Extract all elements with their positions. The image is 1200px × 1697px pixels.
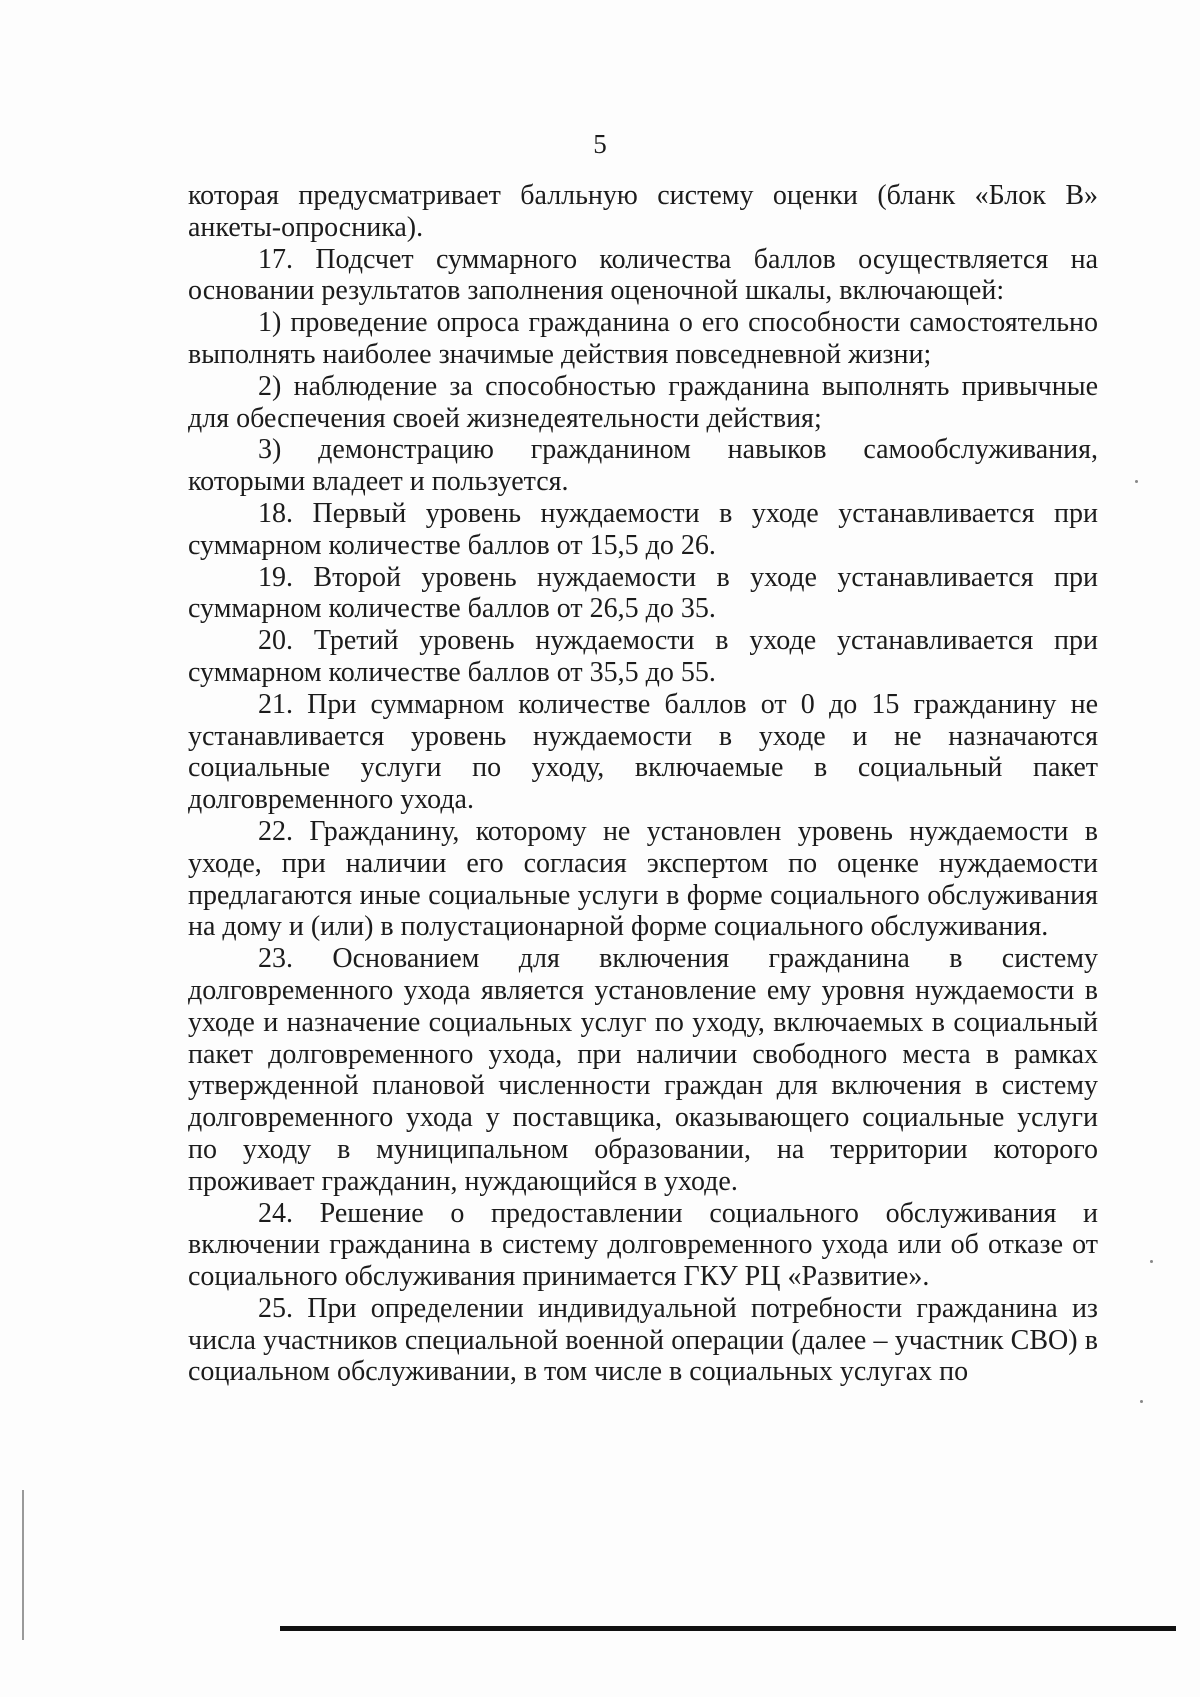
paragraph-20: 20. Третий уровень нуждаемости в уходе устанавливается при суммарном количестве баллов от 35,5 до 55. xyxy=(188,625,1098,688)
paragraph-25: 25. При определении индивидуальной потребности гражданина из числа участников специальной военной операции (далее – участник СВО) в социальном обслуживании, в том числе в социальных услугах по xyxy=(188,1292,1098,1388)
document-body xyxy=(188,180,1098,1388)
paragraph-17-item-2: 2) наблюдение за способностью гражданина выполнять привычные для обеспечения своей жизнедеятельности действия; xyxy=(188,370,1098,434)
scan-bottom-bar xyxy=(280,1626,1176,1631)
paragraph-22: 22. Гражданину, которому не установлен уровень нуждаемости в уходе, при наличии его согласия экспертом по оценке нуждаемости предлагаются иные социальные услуги в форме социального обслуживания на дому и (или) в полустационарной форме социального обслуживания. xyxy=(188,815,1098,943)
paragraph-18: 18. Первый уровень нуждаемости в уходе устанавливается при суммарном количестве баллов от 15,5 до 26. xyxy=(188,497,1098,561)
paragraph-23: 23. Основанием для включения гражданина в систему долговременного ухода является установление ему уровня нуждаемости в уходе и назначение социальных услуг по уходу, включаемых в социальный пакет долговременного ухода, при наличии свободного места в рамках утвержденной плановой численности граждан для включения в систему долговременного ухода у поставщика, оказывающего социальные услуги по уходу в муниципальном образовании, на территории которого проживает гражданин, нуждающийся в уходе. xyxy=(188,943,1098,1197)
paragraph-19: 19. Второй уровень нуждаемости в уходе устанавливается при суммарном количестве баллов от 26,5 до 35. xyxy=(188,561,1098,625)
scan-speck xyxy=(1150,1260,1153,1263)
scan-speck xyxy=(1140,1400,1143,1403)
paragraph-continuation: которая предусматривает балльную систему оценки (бланк «Блок В» анкеты-опросника). xyxy=(188,180,1098,243)
paragraph-17-item-3: 3) демонстрацию гражданином навыков самообслуживания, которыми владеет и пользуется. xyxy=(188,434,1098,498)
paragraph-17: 17. Подсчет суммарного количества баллов осуществляется на основании результатов заполнения оценочной шкалы, включающей: xyxy=(188,243,1098,307)
paragraph-21: 21. При суммарном количестве баллов от 0 до 15 гражданину не устанавливается уровень нуждаемости в уходе и не назначаются социальные услуги по уходу, включаемые в социальный пакет долговременного ухода. xyxy=(188,688,1098,816)
scan-speck xyxy=(1135,480,1138,483)
scan-edge-mark xyxy=(22,1490,24,1640)
paragraph-17-item-1: 1) проведение опроса гражданина о его способности самостоятельно выполнять наиболее значимые действия повседневной жизни; xyxy=(188,307,1098,370)
paragraph-24: 24. Решение о предоставлении социального обслуживания и включении гражданина в систему долговременного ухода или об отказе от социального обслуживания принимается ГКУ РЦ «Развитие». xyxy=(188,1197,1098,1293)
page-number: 5 xyxy=(593,129,607,159)
